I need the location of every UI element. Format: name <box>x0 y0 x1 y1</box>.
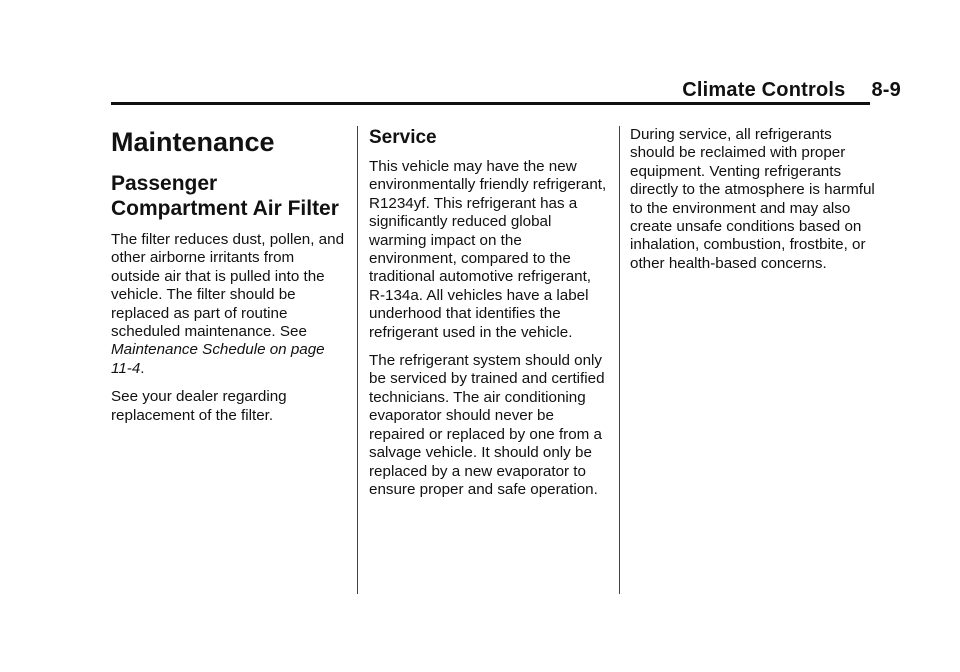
service-heading: Service <box>369 127 437 148</box>
service-paragraph-1: This vehicle may have the new environmentally friendly refrigerant, R1234yf. This refrigerant has a significantly reduced global warming impact on the environment, compared to the traditional automotive refrigerant, R-134a. All vehicles have a label underhood that identifies the refrigerant used in the vehicle. <box>369 158 607 341</box>
column-divider-2 <box>619 126 620 594</box>
air-filter-paragraph: The filter reduces dust, pollen, and other airborne irritants from outside air that is pulled into the vehicle. The filter should be replaced as part of routine scheduled maintenance. See Maintenance Schedule on page 11-4. <box>111 231 345 377</box>
air-filter-subheading: Passenger Compartment Air Filter <box>111 172 339 220</box>
page-header <box>0 0 960 110</box>
column-left <box>111 126 346 435</box>
refrigerant-paragraph: During service, all refrigerants should be reclaimed with proper equipment. Venting refrigerants directly to the atmosphere is harmful to the environment and may also create unsafe conditions based on inhalation, combustion, frostbite, or other health-based concerns. <box>630 126 875 272</box>
column-divider-1 <box>357 126 358 594</box>
air-filter-text: The filter reduces dust, pollen, and other airborne irritants from outside air that is pulled into the vehicle. The filter should be replaced as part of routine scheduled maintenance. <box>111 231 345 341</box>
dealer-paragraph: See your dealer regarding replacement of the filter. <box>111 388 287 424</box>
page-number: 8-9 <box>871 79 901 101</box>
running-header <box>682 79 901 102</box>
maintenance-heading: Maintenance <box>111 127 275 157</box>
service-paragraph-2: The refrigerant system should only be serviced by trained and certified technicians. The air conditioning evaporator should never be repaired or replaced by one from a salvage vehicle. It should only be replaced by a new evaporator to ensure proper and safe operation. <box>369 352 605 498</box>
column-right <box>630 126 875 283</box>
maintenance-schedule-link[interactable]: Maintenance Schedule on page 11-4 <box>111 341 325 377</box>
section-title: Climate Controls <box>682 79 846 101</box>
column-middle <box>369 126 609 509</box>
header-rule <box>111 102 870 105</box>
see-prefix: See <box>279 323 307 341</box>
